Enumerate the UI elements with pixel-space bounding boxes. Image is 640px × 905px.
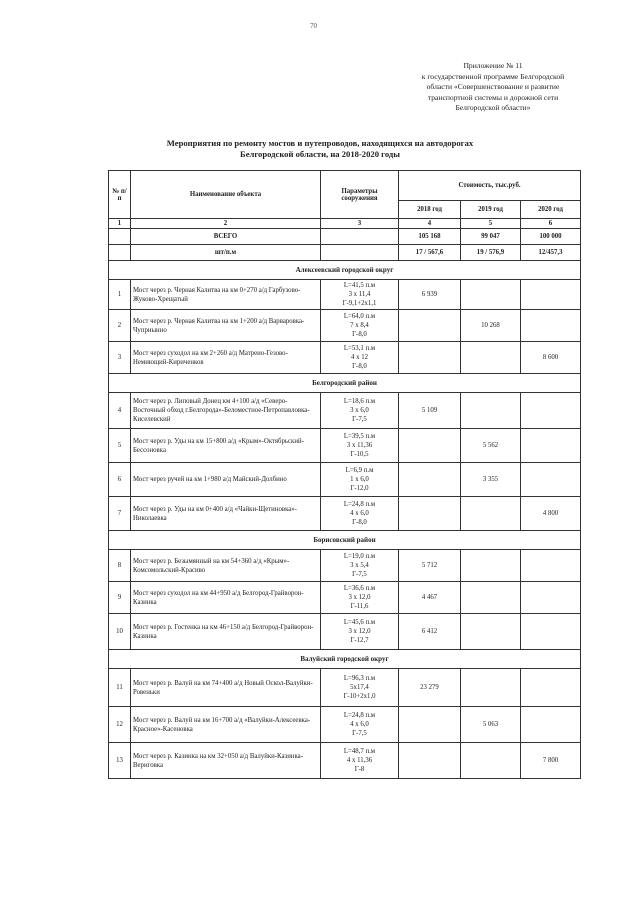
param-line: L=96,3 п.м xyxy=(343,675,376,682)
row-number: 6 xyxy=(109,463,131,497)
units-label: шт/п.м xyxy=(131,245,321,261)
cost-2019 xyxy=(461,582,521,614)
col-number: 4 xyxy=(399,219,461,229)
row-number: 13 xyxy=(109,743,131,779)
structure-params xyxy=(321,707,399,743)
cost-2020: 4 800 xyxy=(521,497,581,531)
bridges-table xyxy=(108,170,581,779)
units-params xyxy=(321,245,399,261)
param-line: 3 х 12,0 xyxy=(348,594,371,601)
document-title xyxy=(150,138,490,160)
cost-2019 xyxy=(461,342,521,374)
section-title: Борисовский район xyxy=(109,531,581,550)
param-line: Г-11,6 xyxy=(350,603,369,610)
units-2019: 19 / 576,9 xyxy=(461,245,521,261)
total-2020: 100 000 xyxy=(521,229,581,245)
param-line: 3 х 11,4 xyxy=(348,291,371,298)
object-name: Мост через р. Казинка на км 32+050 а/д Валуйки-Казинка-Вериговка xyxy=(131,743,321,779)
object-name: Мост через р. Уды на км 0+400 а/д «Чайки-Щетиновка»-Николаевка xyxy=(131,497,321,531)
table-body xyxy=(109,261,581,779)
param-line: Г-10+2х1,0 xyxy=(343,693,376,700)
total-2018: 105 168 xyxy=(399,229,461,245)
section-row xyxy=(109,374,581,393)
header-name: Наименование объекта xyxy=(131,171,321,219)
object-name: Мост через суходол на км 44+950 а/д Белгород-Грайворон-Казинка xyxy=(131,582,321,614)
section-row xyxy=(109,531,581,550)
row-number: 4 xyxy=(109,393,131,429)
param-line: Г-8,0 xyxy=(352,331,367,338)
cost-2020 xyxy=(521,463,581,497)
appendix-line: Приложение № 11 xyxy=(463,61,523,70)
cost-2020: 7 800 xyxy=(521,743,581,779)
row-number: 10 xyxy=(109,614,131,650)
appendix-note xyxy=(393,61,593,114)
param-line: Г-8 xyxy=(354,766,365,773)
table-row xyxy=(109,669,581,707)
structure-params xyxy=(321,582,399,614)
cost-2018 xyxy=(399,342,461,374)
param-line: L=19,0 п.м xyxy=(343,553,376,560)
object-name: Мост через р. Уды на км 15+800 а/д «Крым»-Октябрьский-Бессоновка xyxy=(131,429,321,463)
total-label: ВСЕГО xyxy=(131,229,321,245)
cost-2020 xyxy=(521,429,581,463)
header-cost: Стоимость, тыс.руб. xyxy=(399,171,581,201)
cost-2018 xyxy=(399,310,461,342)
row-number: 1 xyxy=(109,280,131,310)
cost-2020 xyxy=(521,582,581,614)
object-name: Мост через р. Черная Калитва на км 0+270 а/д Гарбузово-Жуково-Хрещатый xyxy=(131,280,321,310)
structure-params xyxy=(321,393,399,429)
param-line: 7 х 8,4 xyxy=(350,322,369,329)
row-number: 12 xyxy=(109,707,131,743)
cost-2018: 23 279 xyxy=(399,669,461,707)
object-name: Мост через суходол на км 2+260 а/д Матреио-Гезово-Немиющий-Кириченков xyxy=(131,342,321,374)
units-2020: 12/457,3 xyxy=(521,245,581,261)
param-line: Г-9,1+2х1,1 xyxy=(342,300,377,307)
cost-2018 xyxy=(399,429,461,463)
cost-2020 xyxy=(521,310,581,342)
param-line: L=48,7 п.м xyxy=(343,748,376,755)
cost-2018: 6 939 xyxy=(399,280,461,310)
object-name: Мост через р. Липовый Донец км 4+100 а/д «Северо-Восточный обход г.Белгорода»-Беломестное-Петропавловка-Киселевский xyxy=(131,393,321,429)
param-line: L=64,0 п.м xyxy=(343,313,376,320)
param-line: 3 х 5,4 xyxy=(350,562,369,569)
param-line: L=18,6 п.м xyxy=(343,398,376,405)
cost-2019 xyxy=(461,550,521,582)
param-line: 1 х 6,0 xyxy=(350,476,369,483)
row-number: 8 xyxy=(109,550,131,582)
cost-2020 xyxy=(521,393,581,429)
units-2018: 17 / 567,6 xyxy=(399,245,461,261)
row-number: 9 xyxy=(109,582,131,614)
param-line: 3 х 12,0 xyxy=(348,628,371,635)
param-line: L=6,9 п.м xyxy=(345,467,374,474)
units-num xyxy=(109,245,131,261)
cost-2019 xyxy=(461,743,521,779)
col-number: 3 xyxy=(321,219,399,229)
header-2019: 2019 год xyxy=(461,201,521,219)
table-row xyxy=(109,582,581,614)
cost-2018: 4 467 xyxy=(399,582,461,614)
param-line: Г-8,0 xyxy=(352,363,367,370)
table-row xyxy=(109,342,581,374)
param-line: L=36,6 п.м xyxy=(343,585,376,592)
structure-params xyxy=(321,429,399,463)
total-params xyxy=(321,229,399,245)
title-line: Мероприятия по ремонту мостов и путепроводов, находящихся на автодорогах xyxy=(166,138,474,148)
param-line: L=53,1 п.м xyxy=(343,345,376,352)
param-line: 4 х 11,36 xyxy=(346,757,373,764)
col-number: 5 xyxy=(461,219,521,229)
appendix-line: к государственной программе Белгородской xyxy=(421,71,565,81)
table-row xyxy=(109,280,581,310)
cost-2019: 10 268 xyxy=(461,310,521,342)
section-title: Алексеевский городской округ xyxy=(109,261,581,280)
param-line: 3 х 11,36 xyxy=(346,442,373,449)
appendix-line: транспортной системы и дорожной сети xyxy=(427,92,559,102)
structure-params xyxy=(321,669,399,707)
row-number: 5 xyxy=(109,429,131,463)
structure-params xyxy=(321,310,399,342)
page-number: 70 xyxy=(310,22,317,30)
row-number: 2 xyxy=(109,310,131,342)
param-line: L=24,8 п.м xyxy=(343,712,376,719)
structure-params xyxy=(321,497,399,531)
param-line: 4 х 6,0 xyxy=(350,721,369,728)
param-line: L=41,5 п.м xyxy=(343,282,376,289)
param-line: L=39,5 п.м xyxy=(343,433,376,440)
cost-2020 xyxy=(521,707,581,743)
cost-2020 xyxy=(521,669,581,707)
cost-2020 xyxy=(521,614,581,650)
param-line: Г-12,0 xyxy=(350,485,369,492)
table-row xyxy=(109,393,581,429)
cost-2019 xyxy=(461,280,521,310)
cost-2019 xyxy=(461,614,521,650)
object-name: Мост через р. Черная Калитва на км 1+200 а/д Варваровка-Чуприынно xyxy=(131,310,321,342)
title-line: Белгородской области, на 2018-2020 годы xyxy=(240,149,400,159)
cost-2018: 5 712 xyxy=(399,550,461,582)
col-number: 1 xyxy=(109,219,131,229)
structure-params xyxy=(321,614,399,650)
table-row xyxy=(109,614,581,650)
cost-2018 xyxy=(399,463,461,497)
section-row xyxy=(109,650,581,669)
param-line: 3 х 6,0 xyxy=(350,407,369,414)
structure-params xyxy=(321,550,399,582)
header-2020: 2020 год xyxy=(521,201,581,219)
col-number: 2 xyxy=(131,219,321,229)
table-row xyxy=(109,743,581,779)
row-number: 11 xyxy=(109,669,131,707)
cost-2020 xyxy=(521,550,581,582)
appendix-line: Белгородской области» xyxy=(455,103,531,113)
structure-params xyxy=(321,463,399,497)
object-name: Мост через р. Валуй на км 74+400 а/д Новый Оскол-Валуйки-Ровеньки xyxy=(131,669,321,707)
cost-2018 xyxy=(399,497,461,531)
section-row xyxy=(109,261,581,280)
row-number: 7 xyxy=(109,497,131,531)
param-line: Г-7,5 xyxy=(352,571,367,578)
cost-2020: 8 600 xyxy=(521,342,581,374)
param-line: L=45,6 п.м xyxy=(343,619,376,626)
cost-2018: 5 109 xyxy=(399,393,461,429)
cost-2018: 6 412 xyxy=(399,614,461,650)
param-line: Г-10,5 xyxy=(350,451,369,458)
header-num: № п/п xyxy=(109,171,131,219)
header-params: Параметры сооружения xyxy=(321,171,399,219)
structure-params xyxy=(321,342,399,374)
cost-2019 xyxy=(461,497,521,531)
structure-params xyxy=(321,280,399,310)
cost-2018 xyxy=(399,707,461,743)
table-row xyxy=(109,550,581,582)
param-line: L=24,8 п.м xyxy=(343,501,376,508)
cost-2020 xyxy=(521,280,581,310)
cost-2018 xyxy=(399,743,461,779)
object-name: Мост через р. Гостенка на км 46+150 а/д Белгород-Грайворон-Казинка xyxy=(131,614,321,650)
cost-2019 xyxy=(461,669,521,707)
table-row xyxy=(109,463,581,497)
total-2019: 99 047 xyxy=(461,229,521,245)
cost-2019: 5 562 xyxy=(461,429,521,463)
object-name: Мост через ручей на км 1+980 а/д Майский-Долбино xyxy=(131,463,321,497)
param-line: Г-7,5 xyxy=(352,730,367,737)
cost-2019: 5 063 xyxy=(461,707,521,743)
param-line: Г-7,5 xyxy=(352,416,367,423)
param-line: 4 х 12 xyxy=(351,354,368,361)
table-row xyxy=(109,497,581,531)
table-row xyxy=(109,429,581,463)
section-title: Валуйский городской округ xyxy=(109,650,581,669)
table-row xyxy=(109,310,581,342)
cost-2019 xyxy=(461,393,521,429)
object-name: Мост через р. Безымянный на км 54+360 а/д «Крым»-Комсомольский-Красиво xyxy=(131,550,321,582)
structure-params xyxy=(321,743,399,779)
cost-2019: 3 355 xyxy=(461,463,521,497)
header-2018: 2018 год xyxy=(399,201,461,219)
param-line: Г-8,0 xyxy=(352,519,367,526)
object-name: Мост через р. Валуй на км 16+700 а/д «Валуйки-Алексеевка-Красное»-Касеновка xyxy=(131,707,321,743)
total-num xyxy=(109,229,131,245)
section-title: Белгородский район xyxy=(109,374,581,393)
col-number: 6 xyxy=(521,219,581,229)
param-line: 5х17,4 xyxy=(350,684,369,691)
param-line: 4 х 6,0 xyxy=(350,510,369,517)
row-number: 3 xyxy=(109,342,131,374)
appendix-line: области «Совершенствование и развитие xyxy=(426,82,560,92)
table-row xyxy=(109,707,581,743)
param-line: Г-12,7 xyxy=(350,637,369,644)
